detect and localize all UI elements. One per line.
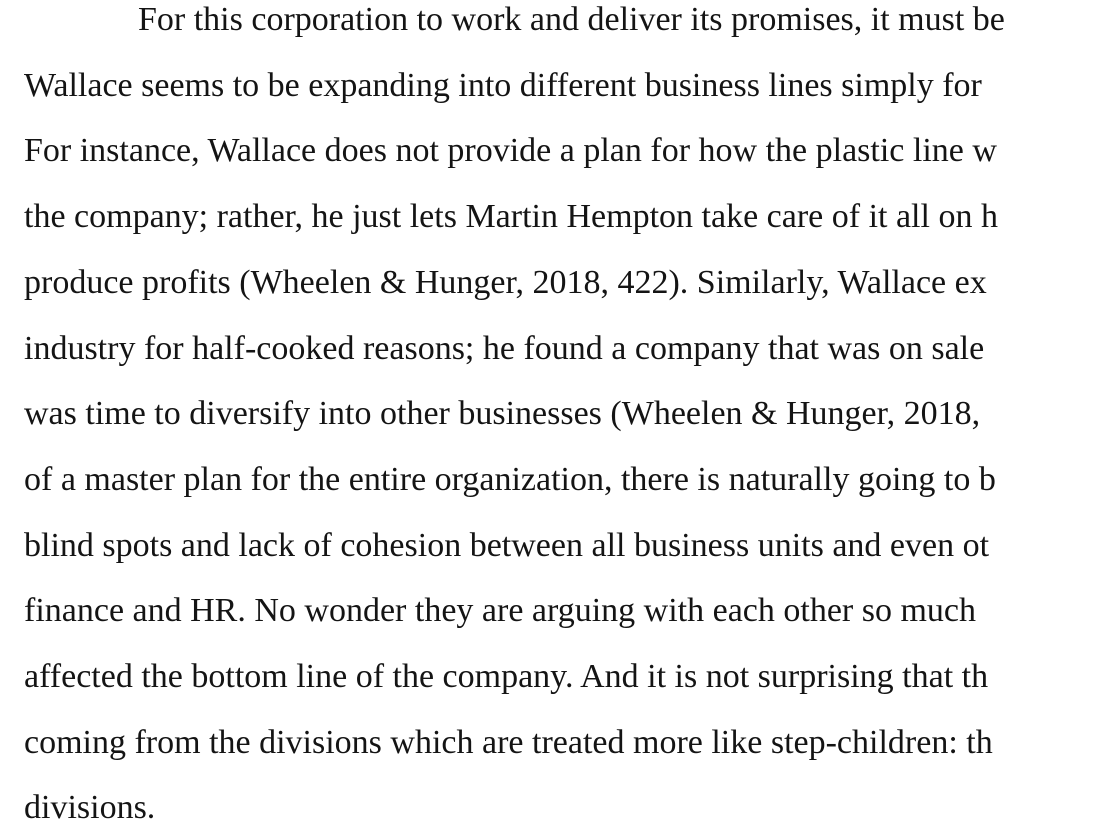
text-line-13: divisions. bbox=[24, 789, 156, 825]
text-line-12: coming from the divisions which are treated more like step-children: th bbox=[24, 723, 993, 761]
text-line-3: For instance, Wallace does not provide a plan for how the plastic line w bbox=[24, 132, 997, 170]
text-line-8: of a master plan for the entire organization, there is naturally going to b bbox=[24, 460, 996, 498]
text-line-9: blind spots and lack of cohesion between all business units and even ot bbox=[24, 526, 990, 564]
text-line-4: the company; rather, he just lets Martin Hempton take care of it all on h bbox=[24, 198, 998, 236]
text-line-6: industry for half-cooked reasons; he found a company that was on sale bbox=[24, 329, 985, 367]
text-line-7: was time to diversify into other businesses (Wheelen & Hunger, 2018, bbox=[24, 395, 981, 433]
text-line-2: Wallace seems to be expanding into different business lines simply for bbox=[24, 66, 982, 104]
text-line-5: produce profits (Wheelen & Hunger, 2018, 422). Similarly, Wallace ex bbox=[24, 263, 987, 301]
text-line-10: finance and HR. No wonder they are arguing with each other so much bbox=[24, 592, 977, 630]
body-paragraph bbox=[24, 0, 1005, 825]
text-line-11: affected the bottom line of the company. And it is not surprising that th bbox=[24, 658, 989, 696]
text-line-1: For this corporation to work and deliver its promises, it must be bbox=[138, 1, 1005, 38]
